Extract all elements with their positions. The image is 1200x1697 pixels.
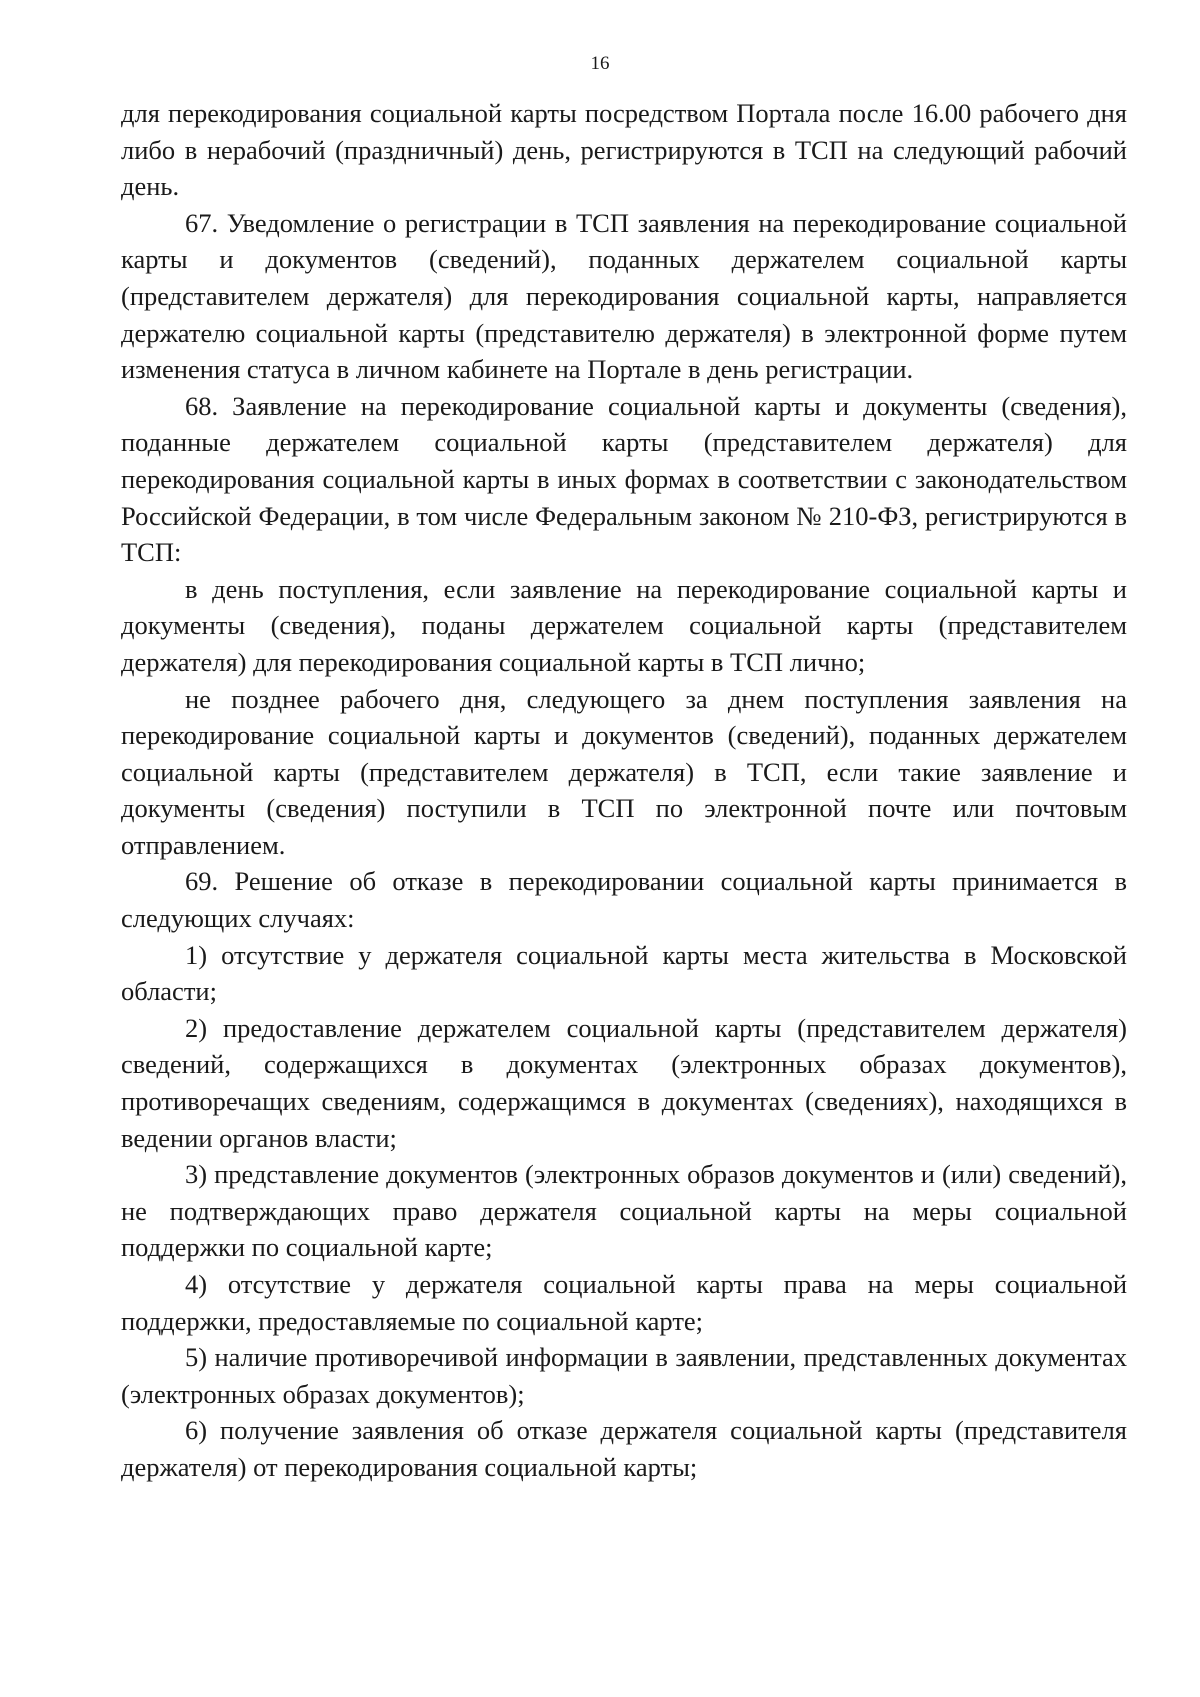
- list-item-6: 6) получение заявления об отказе держателя социальной карты (представителя держателя) от перекодирования социальной карты;: [121, 1415, 1127, 1482]
- list-item-4: 4) отсутствие у держателя социальной карты права на меры социальной поддержки, предоставляемые по социальной карте;: [121, 1269, 1127, 1336]
- paragraph-68: 68. Заявление на перекодирование социальной карты и документы (сведения), поданные держателем социальной карты (представителем держателя) для перекодирования социальной карты в иных формах в соответствии с законодательством Российской Федерации, в том числе Федеральным законом № 210-ФЗ, регистрируются в ТСП:: [121, 390, 1127, 568]
- paragraph-69: 69. Решение об отказе в перекодировании социальной карты принимается в следующих случаях:: [121, 866, 1127, 934]
- list-item-2: 2) предоставление держателем социальной карты (представителем держателя) сведений, содержащихся в документах (электронных образах документов), противоречащих сведениям, содержащимся в документах (сведениях), находящихся в ведении органов власти;: [121, 1012, 1127, 1153]
- paragraph-68-case-in-person: в день поступления, если заявление на перекодирование социальной карты и документы (сведения), поданы держателем социальной карты (представителем держателя) для перекодирования социальной карты в ТСП лично;: [121, 573, 1127, 677]
- list-item-5: 5) наличие противоречивой информации в заявлении, представленных документах (электронных образах документов);: [121, 1342, 1127, 1409]
- list-item-3: 3) представление документов (электронных образов документов и (или) сведений), не подтверждающих право держателя социальной карты на меры социальной поддержки по социальной карте;: [121, 1159, 1127, 1263]
- list-item-1: 1) отсутствие у держателя социальной карты места жительства в Московской области;: [121, 939, 1127, 1007]
- paragraph-continuation: для перекодирования социальной карты посредством Портала после 16.00 рабочего дня либо в нерабочий (праздничный) день, регистрируются в ТСП на следующий рабочий день.: [121, 98, 1127, 202]
- page-number: 16: [590, 53, 610, 74]
- paragraph-67: 67. Уведомление о регистрации в ТСП заявления на перекодирование социальной карты и документов (сведений), поданных держателем социальной карты (представителем держателя) для перекодирования социальной карты, направляется держателю социальной карты (представителю держателя) в электронной форме путем изменения статуса в личном кабинете на Портале в день регистрации.: [121, 207, 1127, 385]
- paragraph-68-case-mail: не позднее рабочего дня, следующего за днем поступления заявления на перекодирование социальной карты и документов (сведений), поданных держателем социальной карты (представителем держателя) в ТСП, если такие заявление и документы (сведения) поступили в ТСП по электронной почте или почтовым отправлением.: [121, 683, 1127, 860]
- document-body: [121, 95, 1127, 1486]
